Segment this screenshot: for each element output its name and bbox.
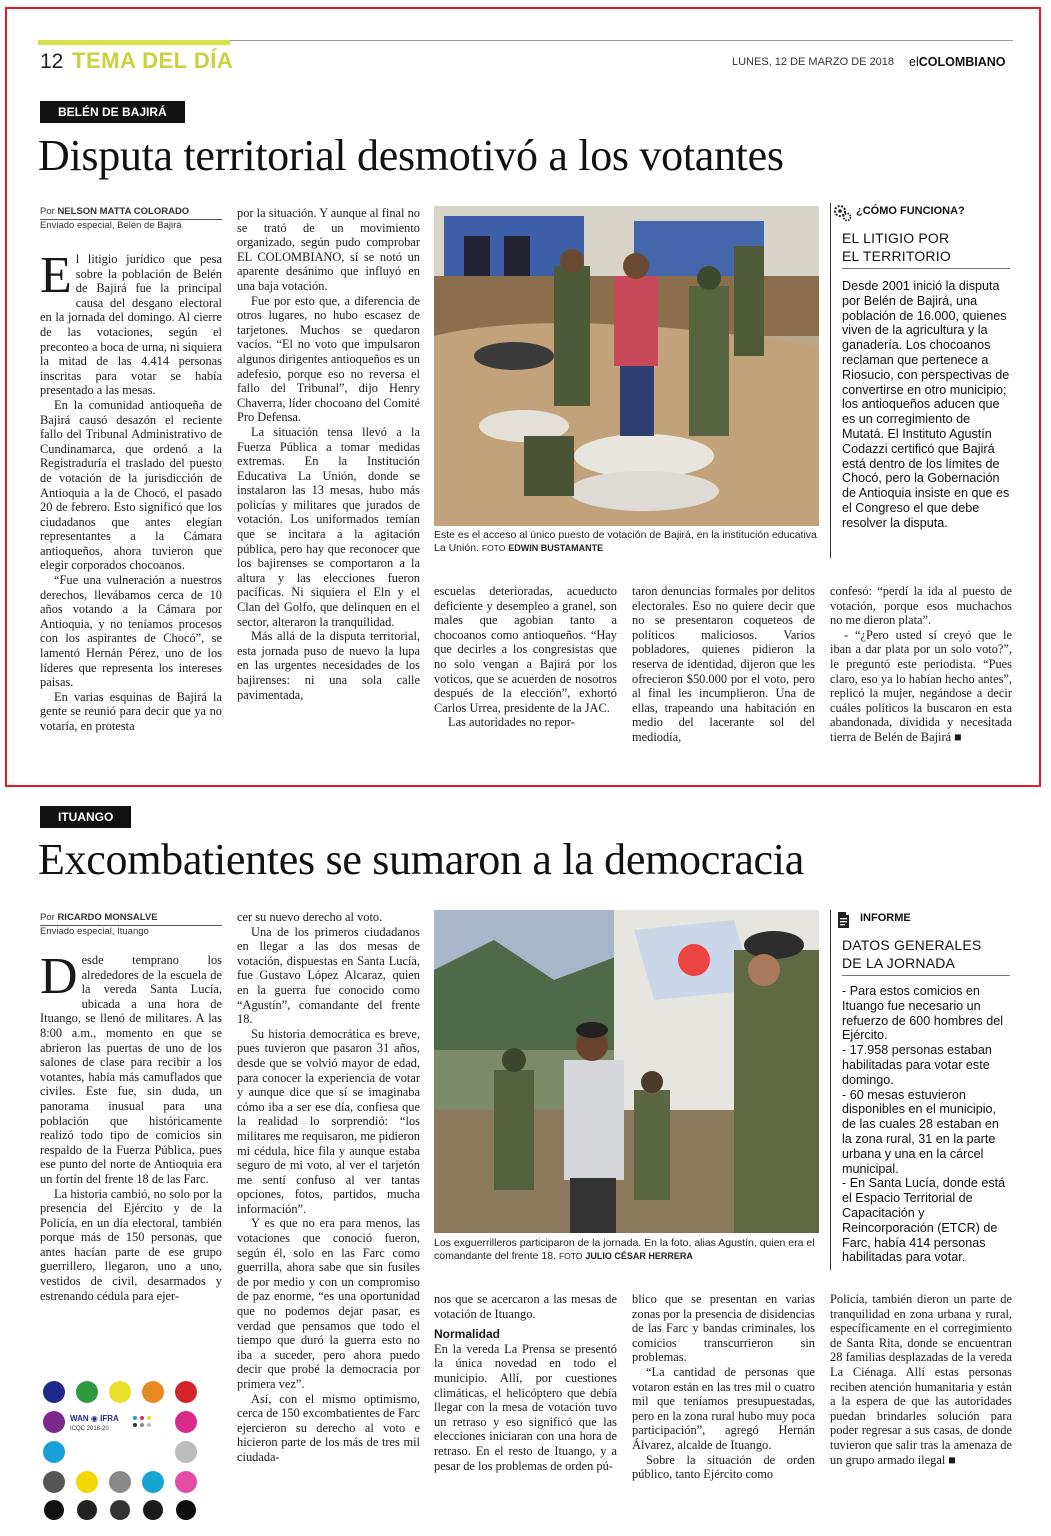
sidebar-body: Desde 2001 inició la disputa por Belén de Bajirá, una población de 16.000, quienes viven de la agricultura y la ganadería. Los chocoanos reclaman que pertenece a Riosucio, con perspectivas de convertirse en otro municipio; los antioqueños aducen que es un corregimiento de Mutatá. El Instituto Agustín Codazzi certificó que Bajirá está dentro de los límites de Chocó, pero la Gobernación de Antioquia insiste en que es el Congreso el que debe resolver la disputa. (842, 279, 1010, 530)
paragraph: El litigio jurídico que pesa sobre la población de Belén de Bajirá fue la principal causa del desgano electoral en la jornada del domingo. Al cierre de las votaciones, según el preconteo a boca de urna, ni siquiera la mitad de las 4.414 personas inscritas para votar se había presentado a las mesas. (40, 247, 222, 398)
caption-credit-label: FOTO (481, 543, 506, 553)
paragraph: por la situación. Y aunque al final no se trató de un movimiento organizado, según pudo comprobar EL COLOMBIANO, sí se notó un aparente desánimo que influyó en una baja votación. (237, 206, 420, 293)
paragraph: Desde temprano los alrededores de la escuela de la vereda Santa Lucía, ubicada a una hora de Ituango, se llenó de militares. A las 8:00 a.m., momento en que se abrieron las puertas de uno de los salones de clase para recibir a los votantes, había más camuflados que civiles. Este fue, sin duda, un panorama inusual para una población que históricamente realizó todo tipo de comicios sin respaldo de la Fuerza Pública, pues ese punto del norte de Antioquia era un fortín del frente 18 de las Farc. (40, 948, 222, 1186)
soldiers-at-polling-station-image (434, 206, 819, 526)
document-icon (833, 910, 853, 930)
caption-credit: EDWIN BUSTAMANTE (508, 543, 604, 553)
paragraph: taron denuncias formales por delitos electorales. Eso no quiere decir que no se presentaron coqueteos de políticos maliciosos. Varios pobladores, quienes pidieron la reserva de identidad, dijeron que les ofrecieron $50.000 por el voto, pero al final les incumplieron. Una de ellas, trapeando una habitación en medio del lacerante sol del mediodía, (632, 584, 815, 744)
caption-text: Este es el acceso al único puesto de votación de Bajirá, en la institución educativa La Unión. (434, 529, 817, 554)
article1-byline-sub: Enviado especial, Belén de Bajirá (40, 220, 182, 231)
brand-name: COLOMBIANO (918, 55, 1006, 69)
sidebar-title-line2: DE LA JORNADA (842, 955, 956, 971)
article2-byline (40, 912, 222, 938)
sidebar-title-line1: DATOS GENERALES (842, 937, 982, 953)
sidebar-item: - En Santa Lucía, donde está el Espacio Territorial de Capacitación y Reincorporación (ETCR) de Farc, había 414 personas habilitadas para votar. (842, 1176, 1006, 1265)
color-control-chart (40, 1380, 220, 1520)
paragraph: “Fue una vulneración a nuestros derechos, llevábamos cerca de 10 años votando a la Cámara por Antioquia, y no teníamos procesos con los aspirantes de Chocó”, se lamentó Hernán Pérez, uno de los líderes que representa los intereses paisas. (40, 573, 222, 690)
logo-right: IFRA (100, 1414, 119, 1423)
brand-prefix: el (909, 55, 919, 69)
brand-logo (909, 55, 1006, 69)
article2-column-4 (632, 1292, 815, 1482)
paragraph: blico que se presentan en varias zonas por la presencia de disidencias de las Farc y bandas criminales, los comicios transcurrieron sin problemas. (632, 1292, 815, 1365)
article1-column-5 (830, 584, 1012, 745)
wan-ifra-logo: WAN ◉ IFRA (70, 1414, 119, 1423)
article2-column-2 (237, 910, 420, 1465)
paragraph: Más allá de la disputa territorial, esta jornada puso de nuevo la lupa en las urgentes necesidades de los bajirenses: ni una sola calle pavimentada, (237, 629, 420, 702)
paragraph: En varias esquinas de Bajirá la gente se reunió para decir que ya no votaría, en protesta (40, 689, 222, 733)
chart-label: ICQC 2018-20 (70, 1426, 109, 1432)
article1-column-3 (434, 584, 617, 730)
sidebar-divider (842, 975, 1010, 976)
article2-byline-sub: Enviado especial, Ituango (40, 926, 149, 937)
article1-byline (40, 206, 222, 232)
article1-column-1 (40, 247, 222, 734)
article1-column-2 (237, 206, 420, 702)
subheading-normalidad: Normalidad (434, 1327, 501, 1342)
paragraph: cer su nuevo derecho al voto. (237, 910, 383, 924)
color-dots (40, 1380, 220, 1520)
paragraph: Fue por esto que, a diferencia de otros lugares, no hubo escasez de tarjetones. Muchos se quedaron vacíos. “El no voto que impulsaron algunos dirigentes antioqueños es un adefesio, porque eso no reversa el fallo del Tribunal”, dijo Henry Chaverra, líder chocoano del Comité Pro Defensa. (237, 293, 420, 425)
byline-prefix: Por (40, 206, 58, 217)
paragraph: - “¿Pero usted sí creyó que le iban a dar plata por un solo voto?”, le preguntó este periodista. “Pues claro, eso ya lo habían hecho antes”, replicó la mujer, negándose a decir cuáles políticos la buscaron en esta abandonada, dividida y necesitada tierra de Belén de Bajirá ■ (830, 627, 1012, 744)
paragraph: Su historia democrática es breve, pues tuvieron que pasaron 31 años, desde que se volvió mayor de edad, para conocer la experiencia de votar y aunque dice que sí se imaginaba cómo iba a ser ese día, confiesa que la realidad lo sorprendió: “los militares me requisaron, me pidieron mi cédula, hice fila y aunque estaba seguro de mi voto, al ver el tarjetón me sentí confuso al ver tantas opciones, fotos, partidos, mucha información”. (237, 1026, 420, 1216)
sidebar-title-line2: EL TERRITORIO (842, 248, 951, 264)
article2-column-5 (830, 1292, 1012, 1467)
gears-icon (833, 203, 853, 223)
article1-headline: Disputa territorial desmotivó a los votantes (38, 131, 784, 180)
article2-caption (434, 1237, 819, 1263)
sidebar-body (842, 984, 1012, 1265)
byline-prefix: Por (40, 912, 58, 923)
article1-caption (434, 529, 819, 555)
caption-text: Los exguerrilleros participaron de la jornada. En la foto, alias Agustín, quien era el comandante del frente 18. (434, 1237, 815, 1262)
article2-column-3 (434, 1292, 617, 1473)
excombatient-with-soldiers-image (434, 910, 819, 1233)
caption-credit: JULIO CÉSAR HERRERA (585, 1251, 693, 1261)
article2-tag: ITUANGO (40, 806, 131, 828)
sidebar-rule (830, 203, 831, 558)
paragraph: Así, con el mismo optimismo, cerca de 150 excombatientes de Farc ejercieron su derecho al voto e hicieron parte de los más de tres mil ciudada- (237, 1391, 420, 1464)
sidebar-item: - 17.958 personas estaban habilitadas para votar este domingo. (842, 1043, 992, 1087)
article1-photo (434, 206, 819, 526)
caption-credit-label: FOTO (558, 1251, 583, 1261)
article2-column-1 (40, 948, 222, 1303)
article1-tag: BELÉN DE BAJIRÁ (40, 101, 185, 123)
paragraph: Sobre la situación de orden público, tanto Ejército como (632, 1452, 815, 1482)
paragraph: En la vereda La Prensa se presentó la única novedad en todo el municipio. Allí, por cuestiones climáticas, el helicóptero que debía llegar con la mesa de votación tuvo un retraso y eso significó que las elecciones iniciaran con una hora de retraso. En el resto de Ituango, y a pesar de los problemas de orden pú- (434, 1341, 617, 1473)
article1-column-4 (632, 584, 815, 745)
sidebar-item: - Para estos comicios en Ituango fue necesario un refuerzo de 600 hombres del Ejército. (842, 984, 1004, 1043)
sidebar-item: - 60 mesas estuvieron disponibles en el municipio, de las cuales 28 estaban en la zona rural, 31 en la parte urbana y una en la cárcel municipal. (842, 1087, 999, 1176)
paragraph: confesó: “perdí la ida al puesto de votación, porque esos muchachos no me dieron plata”. (830, 584, 1012, 628)
sidebar-rule (830, 910, 831, 1270)
paragraph: “La cantidad de personas que votaron están en las tres mil o cuatro mil que teníamos presupuestadas, pero en la zona rural hubo muy poca participación”, agregó Hernán Álvarez, alcalde de Ituango. (632, 1364, 815, 1452)
article1-sidebar (830, 203, 1012, 558)
paragraph: escuelas deterioradas, acueducto deficiente y desempleo a granel, son males que agobian tanto a chocoanos como antioqueños. “Hay que decirles a los congresistas que no solo vengan a Bajirá por los voticos, que se acuerden de nosotros después de la elección”, exhortó Carlos Urrea, presidente de la JAC. (434, 584, 617, 715)
section-title: TEMA DEL DÍA (72, 48, 234, 73)
paragraph: Las autoridades no repor- (448, 715, 575, 730)
paragraph: En la comunidad antioqueña de Bajirá causó desazón el reciente fallo del Tribunal Administrativo de Cundinamarca, que ordenó a la Registraduría el traslado del puesto de votación de la jurisdicción de Antioquia a la de Chocó, el pasado 20 de febrero. Esto significó que los ciudadanos que antes elegían representantes a la Cámara antioqueños, ahora tuvieron que elegir corporados chocoanos. (40, 397, 222, 573)
paragraph: nos que se acercaron a las mesas de votación de Ituango. (434, 1292, 617, 1321)
paragraph: La historia cambió, no solo por la presencia del Ejército y de la Policía, en un día electoral, también porque más de 150 personas, que antes hacían parte de ese grupo guerrillero, llegaron, uno a uno, vestidos de civil, desarmados y estrenando cédula para ejer- (40, 1186, 222, 1303)
paragraph: Una de los primeros ciudadanos en llegar a las dos mesas de votación, dispuestas en Santa Lucía, fue Gustavo López Alcaraz, quien en la guerra fue conocido como “Agustín”, comandante del frente 18. (237, 924, 420, 1027)
article1-author: NELSON MATTA COLORADO (57, 206, 190, 217)
sidebar-title-line1: EL LITIGIO POR (842, 230, 950, 246)
page-number: 12 (40, 50, 64, 73)
paragraph: Y es que no era para menos, las votaciones que conoció fueron, según él, solo en las Farc como guerrilla, ahora sabe que sin fusiles de por medio y con un compromiso de paz enorme, “es una oportunidad que no podemos dejar pasar, es verdad que pensamos que todo el tiempo que duró la guerra esto no iba a suceder, pero ahora puedo decir que probé la democracia por primera vez”. (237, 1216, 420, 1391)
sidebar-divider (842, 268, 1010, 269)
article2-author: RICARDO MONSALVE (57, 912, 158, 923)
issue-date: LUNES, 12 DE MARZO DE 2018 (732, 56, 895, 68)
sidebar-kicker: INFORME (860, 912, 911, 924)
paragraph: La situación tensa llevó a la Fuerza Pública a tomar medidas extremas. En la Institución Educativa La Unión, donde se instalaron las 13 mesas, hubo más policías y militares que jurados de votación. Los uniformados temían que se incitara a la agitación pública, pero hay que reconocer que los bajirenses se comportaron a la altura y las elecciones fueron pacíficas. Ni siquiera el Eln y el Clan del Golfo, que delinquen en el sector, alteraron la tranquilidad. (237, 424, 420, 629)
article2-sidebar (830, 910, 1012, 1270)
header-accent-bar (38, 40, 230, 45)
article2-photo (434, 910, 819, 1233)
paragraph: Policía, también dieron un parte de tranquilidad en zona urbana y rural, específicamente en el corregimiento de Santa Rita, donde se encuentran 28 familias desplazadas de la vereda La Ciénaga. Allí estas personas reciben atención humanitaria y están a la espera de que las autoridades puedan brindarles solución para poder regresar a sus casas, de donde tuvieron que salir tras la amenaza de un grupo armado ilegal ■ (830, 1292, 1012, 1467)
sidebar-kicker: ¿CÓMO FUNCIONA? (856, 205, 965, 217)
logo-left: WAN (70, 1414, 89, 1423)
article2-headline: Excombatientes se sumaron a la democracia (38, 835, 804, 884)
